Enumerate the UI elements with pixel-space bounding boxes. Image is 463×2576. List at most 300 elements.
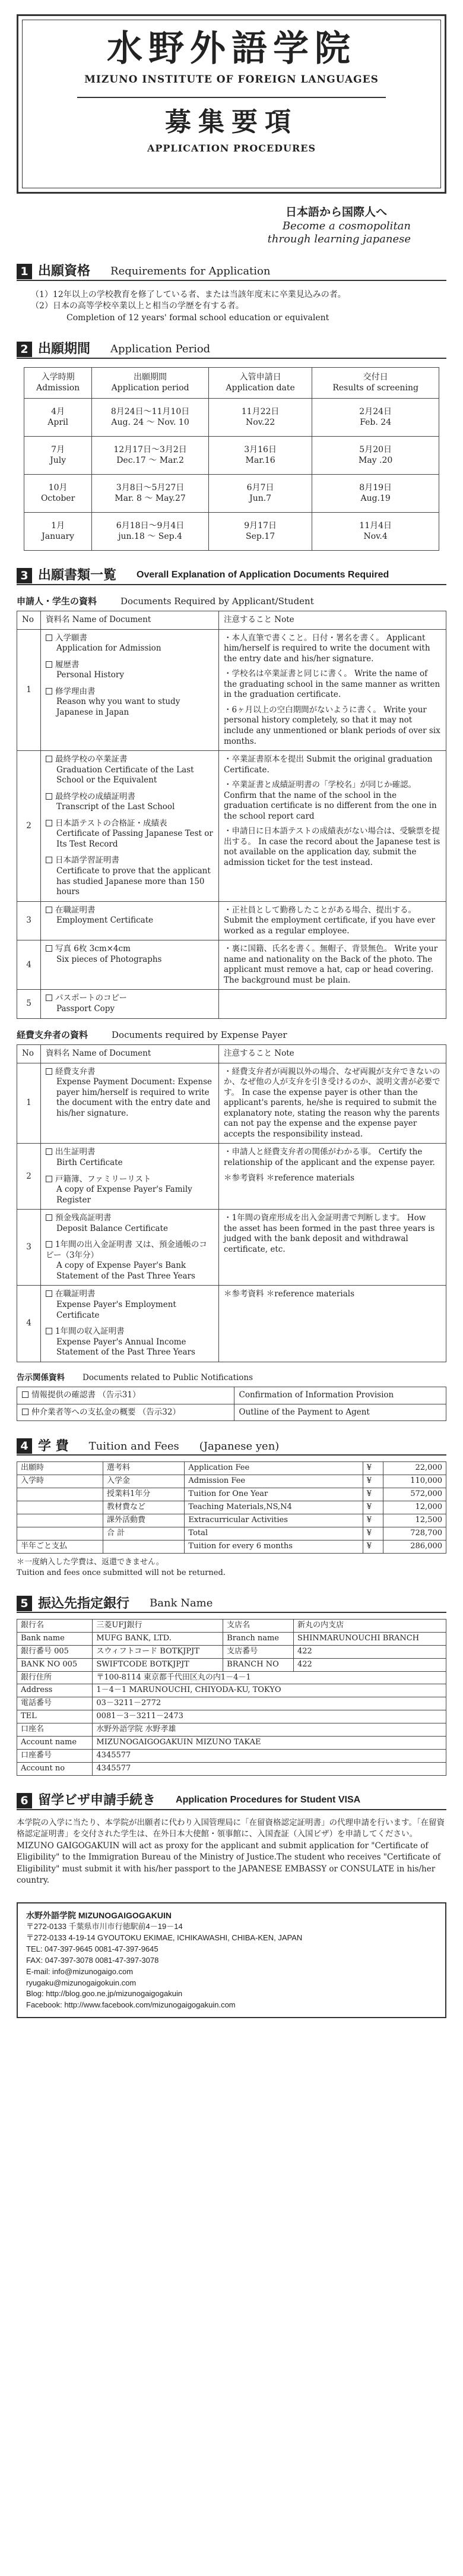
checkbox[interactable] (46, 820, 52, 826)
doc-name-cell (41, 990, 219, 1018)
bank-row (17, 1658, 446, 1671)
footer-address-jp: 〒272-0133 千葉県市川市行徳駅前4－19－14 (26, 1922, 183, 1931)
doc-item-en: Employment Certificate (56, 916, 154, 926)
checkbox[interactable] (46, 1241, 52, 1248)
period-cell-en: Nov.4 (363, 532, 388, 542)
fee-table (17, 1461, 446, 1553)
checkbox[interactable] (46, 945, 52, 952)
section-visa (17, 1792, 446, 1887)
checkbox[interactable] (22, 1391, 28, 1398)
fee-note-jp: ＊一度納入した学費は、返還できません。 (17, 1557, 164, 1567)
period-row (24, 474, 439, 512)
doc-item-en: Birth Certificate (56, 1157, 123, 1167)
applicant-docs-title (17, 596, 446, 608)
fee-cell-c: Admission Fee (185, 1475, 363, 1488)
checkbox[interactable] (46, 756, 52, 762)
doc-item (46, 1067, 214, 1119)
fee-cell-d: ¥ (363, 1527, 383, 1540)
doc-item-en: Deposit Balance Certificate (56, 1223, 168, 1233)
doc-item-en: Passport Copy (56, 1003, 115, 1014)
doc-item-en: Certificate to prove that the applicant has studied Japanese more than 150 hours (56, 866, 211, 897)
period-cell (92, 512, 209, 550)
doc-item-line (46, 1240, 214, 1261)
doc-note: ・経費支弁者が両親以外の場合、なぜ両親が支弁できないのか、なぜ他の人が支弁を引き受けるのか、説明文書が必要です。 In case the expense payer is other than the applicant's parents, he/she is required to submit the explanatory note, stating the reason why the parents can not pay the expense and the expense payer accepts the responsibility instead. (224, 1066, 440, 1139)
fee-cell-a: 半年ごと支払 (17, 1540, 103, 1553)
period-cell-en: Aug. 24 ～ Nov. 10 (111, 418, 189, 428)
footer-facebook-link[interactable]: Facebook: http://www.facebook.com/mizunogaigogakuin.com (26, 2000, 236, 2010)
checkbox[interactable] (46, 1148, 52, 1155)
period-cell (92, 474, 209, 512)
period-header-row (24, 367, 439, 398)
period-cell-en: Mar. 8 ～ May.27 (115, 494, 186, 504)
notice-item-jp: 仲介業者等への支払金の概要 （告示32） (31, 1407, 180, 1417)
doc-item-jp: 預金残高証明書 (55, 1213, 112, 1223)
doc-item (46, 1213, 214, 1234)
fee-cell-b: 課外活動費 (103, 1514, 184, 1527)
doc-item-jp: 日本語学習証明書 (55, 855, 119, 866)
header-en: Results of screening (332, 383, 418, 393)
notice-table (17, 1387, 446, 1421)
header-jp: 交付日 (363, 372, 388, 382)
notice-title-jp: 告示関係資料 (17, 1372, 65, 1382)
doc-note: ・1年間の資産形成を出入金証明書で判断します。 How the asset has been formed in the past three years is judged with the bank deposit and withdrawal certificate, etc. (224, 1213, 435, 1254)
fee-cell-e: 22,000 (383, 1462, 446, 1475)
doc-item (46, 1289, 214, 1321)
checkbox[interactable] (46, 857, 52, 863)
doc-item-jp: 経費支弁書 (55, 1066, 96, 1077)
bank-cell: BANK NO 005 (17, 1658, 93, 1671)
doc-item (46, 993, 214, 1014)
doc-item-line (46, 944, 214, 955)
doc-item (46, 755, 214, 786)
period-cell (312, 512, 439, 550)
fee-cell-a (17, 1527, 103, 1540)
sponsor-title-jp: 経費支弁者の資料 (17, 1029, 88, 1040)
bank-row (17, 1632, 446, 1645)
bank-row (17, 1671, 446, 1684)
doc-note: ・本人直筆で書くこと。日付・署名を書く。 Applicant him/herself is required to write the document with the entry date and his/her signature. (224, 633, 430, 664)
doc-item-line (46, 792, 214, 803)
bank-cell: 支店番号 (223, 1645, 294, 1658)
doc-name-cell (41, 751, 219, 902)
section-header (17, 1438, 446, 1456)
period-cell-jp: 11月22日 (241, 406, 280, 416)
doc-name-cell (41, 940, 219, 990)
checkbox[interactable] (22, 1409, 28, 1415)
period-cell-en: Feb. 24 (360, 418, 392, 428)
period-cell-jp: 6月18日～9月4日 (116, 520, 185, 531)
bank-row (17, 1684, 446, 1697)
checkbox[interactable] (46, 995, 52, 1001)
fee-cell-a (17, 1501, 103, 1514)
doc-title-en: APPLICATION PROCEDURES (147, 143, 316, 154)
bank-body (17, 1619, 446, 1775)
applicant-body (17, 629, 446, 1018)
doc-item-line (46, 1067, 214, 1078)
section-bank (17, 1595, 446, 1776)
fee-row (17, 1462, 446, 1475)
doc-note: ・学校名は卒業証書と同じに書く。 Write the name of the graduating school in the same manner as written in the graduation certificate. (224, 669, 440, 700)
doc-note-cell (219, 629, 446, 750)
period-cell (92, 398, 209, 436)
section-header (17, 567, 446, 585)
bank-row (17, 1736, 446, 1749)
doc-item (46, 1327, 214, 1358)
doc-note-cell (219, 1286, 446, 1362)
fee-cell-c: Teaching Materials,NS,N4 (185, 1501, 363, 1514)
doc-no: 2 (17, 1144, 41, 1210)
doc-item-line (46, 1147, 214, 1158)
doc-note-cell (219, 901, 446, 940)
bank-value: 03－3211－2772 (93, 1697, 446, 1710)
period-cell (208, 512, 312, 550)
period-cell-jp: 10月 (48, 482, 68, 493)
doc-row (17, 1286, 446, 1362)
fee-body (17, 1462, 446, 1553)
school-name-jp: 水野外語学院 (107, 28, 356, 70)
period-row (24, 512, 439, 550)
fee-row (17, 1488, 446, 1501)
doc-item-line (46, 687, 214, 697)
applicant-title-jp: 申請人・学生の資料 (17, 595, 97, 607)
fee-row (17, 1527, 446, 1540)
period-row (24, 398, 439, 436)
period-cell (208, 436, 312, 474)
applicant-title-en: Documents Required by Applicant/Student (120, 595, 314, 607)
doc-note-cell (219, 940, 446, 990)
notice-title-en: Documents related to Public Notifications (83, 1372, 253, 1382)
bank-cell: Bank name (17, 1632, 93, 1645)
period-cell (24, 398, 92, 436)
doc-name-cell (41, 901, 219, 940)
doc-item (46, 792, 214, 813)
header-jp: 出願期間 (134, 372, 167, 382)
doc-item-jp: 入学願書 (55, 633, 87, 643)
section-title-en: Application Procedures for Student VISA (176, 1795, 361, 1805)
period-cell (24, 436, 92, 474)
doc-note: ・申請日に日本語テストの成績表がない場合は、受験票を提出する。 In case the record about the Japanese test is not available on the application day, submit the admission ticket for the test instead. (224, 826, 440, 867)
period-header-cell (208, 367, 312, 398)
header-box (17, 14, 446, 194)
bank-label: Account name (17, 1736, 93, 1749)
doc-item-jp: 在職証明書 (55, 1289, 96, 1299)
slogan-en-1: Become a cosmopolitan (282, 219, 411, 232)
section-number: 6 (17, 1793, 32, 1808)
period-cell-jp: 12月17日～3月2日 (113, 444, 187, 454)
doc-item-jp: 最終学校の成績証明書 (55, 791, 135, 801)
fee-cell-d: ¥ (363, 1514, 383, 1527)
fee-cell-e: 286,000 (383, 1540, 446, 1553)
doc-note: ・6ヶ月以上の空白期間がないように書く。 Write your personal history completely, so that it may not include any unmentioned or blank periods of over six months. (224, 705, 440, 746)
visa-text-jp: 本学院の入学に当たり、本学院が出願者に代わり入国管理局に「在留資格認定証明書」の代理申請を行います。「在留資格認定証明書」を交付された学生は、在外日本大使館・領事館に、入国査証（入国ビザ）を申請してください。 (17, 1817, 445, 1839)
doc-item-line (46, 633, 214, 644)
period-cell-en: April (47, 418, 68, 428)
fee-cell-c: Application Fee (185, 1462, 363, 1475)
checkbox[interactable] (46, 907, 52, 913)
doc-item (46, 855, 214, 897)
bank-label: 口座名 (17, 1723, 93, 1737)
period-cell (24, 474, 92, 512)
period-cell-jp: 4月 (51, 406, 65, 416)
doc-row (17, 629, 446, 750)
checkbox[interactable] (46, 1176, 52, 1182)
checkbox[interactable] (46, 634, 52, 641)
period-cell-jp: 6月7日 (246, 482, 274, 493)
period-cell-en: jun.18 ～ Sep.4 (118, 532, 182, 542)
fee-cell-c: Tuition for One Year (185, 1488, 363, 1501)
period-cell-jp: 8月24日～11月10日 (110, 406, 190, 416)
doc-note: ＊参考資料 ＊reference materials (224, 1289, 355, 1299)
section-title-en: Overall Explanation of Application Documents Required (137, 570, 389, 580)
doc-item-line (46, 1289, 214, 1300)
doc-name-cell (41, 1286, 219, 1362)
period-cell-en: Dec.17 ～ Mar.2 (116, 456, 184, 466)
period-row (24, 436, 439, 474)
bank-value: 水野外語学院 水野孝雄 (93, 1723, 446, 1737)
fee-cell-d: ¥ (363, 1540, 383, 1553)
header-en: Application date (226, 383, 295, 393)
doc-item-jp: 最終学校の卒業証書 (55, 755, 128, 765)
fee-cell-c: Tuition for every 6 months (185, 1540, 363, 1553)
footer-fax: FAX: 047-397-3078 0081-47-397-3078 (26, 1955, 159, 1965)
slogan-en-2: through learning japanese (267, 233, 411, 246)
bank-value: 4345577 (93, 1749, 446, 1762)
doc-no: 1 (17, 629, 41, 750)
doc-row (17, 940, 446, 990)
section-number: 1 (17, 264, 32, 279)
fee-cell-b (103, 1540, 184, 1553)
section-title-jp: 出願資格 (38, 263, 91, 279)
section-title-jp: 学 費 (38, 1438, 69, 1454)
doc-note-cell (219, 990, 446, 1018)
fee-cell-a (17, 1514, 103, 1527)
visa-text (17, 1817, 446, 1887)
doc-item-en: A copy of Expense Payer's Bank Statement of the Past Three Years (56, 1261, 195, 1281)
requirements-list (31, 289, 446, 324)
bank-row (17, 1645, 446, 1658)
doc-note-cell (219, 1210, 446, 1286)
doc-item-en: Application for Admission (56, 643, 161, 654)
header-jp: 入学時期 (41, 372, 75, 382)
doc-note: ・申請人と経費支弁者の関係がわかる事。 Certify the relationship of the applicant and the expense payer. (224, 1147, 435, 1167)
doc-item-jp: 戸籍簿、ファミリーリスト (55, 1174, 151, 1184)
bank-label: 電話番号 (17, 1697, 93, 1710)
fee-cell-c: Extracurricular Activities (185, 1514, 363, 1527)
doc-name-cell (41, 629, 219, 750)
doc-note-cell (219, 1144, 446, 1210)
doc-item-line (46, 660, 214, 671)
doc-item (46, 687, 214, 718)
col-note: 注意すること Note (219, 1045, 446, 1063)
doc-item-jp: 出生証明書 (55, 1147, 96, 1157)
doc-item (46, 944, 214, 965)
doc-item-en: Certificate of Passing Japanese Test or Its Test Record (56, 829, 213, 849)
period-header-cell (24, 367, 92, 398)
footer-blog-link[interactable]: Blog: http://blog.goo.ne.jp/mizunogaigogakuin (26, 1989, 183, 1999)
bank-label: 口座番号 (17, 1749, 93, 1762)
doc-item-jp: 日本語テストの合格証・成績表 (55, 818, 167, 828)
period-cell-jp: 5月20日 (359, 444, 392, 454)
doc-item-en: Expense Payment Document: Expense payer him/herself is required to write the document with the entry date and his/her signature. (56, 1077, 213, 1118)
checkbox[interactable] (46, 661, 52, 668)
doc-note: ・卒業証書と成績証明書の「学校名」が同じか確認。 Confirm that the name of the school in the graduation certificate is no different from the one in the school report card (224, 780, 437, 821)
fee-cell-d: ¥ (363, 1488, 383, 1501)
bank-row (17, 1723, 446, 1737)
bank-cell: SHINMARUNOUCHI BRANCH (293, 1632, 446, 1645)
period-cell-jp: 9月17日 (244, 520, 277, 531)
section-number: 2 (17, 342, 32, 357)
notice-section (17, 1373, 446, 1422)
doc-no: 4 (17, 1286, 41, 1362)
sponsor-body (17, 1063, 446, 1362)
doc-item-line (46, 755, 214, 765)
slogan-jp: 日本語から国際人へ (285, 206, 387, 219)
checkbox[interactable] (46, 688, 52, 694)
doc-item-line (46, 855, 214, 866)
bank-cell: 422 (293, 1645, 446, 1658)
doc-item-line (46, 819, 214, 829)
fee-cell-a: 入学時 (17, 1475, 103, 1488)
fee-note (17, 1557, 446, 1579)
doc-header-row (17, 1045, 446, 1063)
bank-row (17, 1710, 446, 1723)
bank-cell: Branch name (223, 1632, 294, 1645)
fee-cell-e: 12,500 (383, 1514, 446, 1527)
bank-cell: 銀行名 (17, 1619, 93, 1632)
header-inner-frame (22, 20, 441, 188)
school-name-en: MIZUNO INSTITUTE OF FOREIGN LANGUAGES (84, 74, 379, 86)
fee-cell-e: 110,000 (383, 1475, 446, 1488)
doc-item-line (46, 905, 214, 916)
bank-cell: 三菱UFJ銀行 (93, 1619, 223, 1632)
doc-item (46, 1240, 214, 1281)
bank-value: 4345577 (93, 1762, 446, 1775)
bank-cell: SWIFTCODE BOTKJPJT (93, 1658, 223, 1671)
footer-contact (17, 1902, 446, 2018)
doc-item-jp: 修学理由書 (55, 686, 96, 696)
notice-cell-en: Confirmation of Information Provision (234, 1387, 446, 1404)
period-cell-en: October (40, 494, 75, 504)
doc-header-row (17, 611, 446, 630)
section-title-jp: 出願書類一覧 (38, 567, 117, 583)
doc-note-cell (219, 1063, 446, 1144)
section-application-period (17, 341, 446, 551)
period-cell (208, 398, 312, 436)
section-documents (17, 567, 446, 1422)
footer-email-2[interactable]: ryugaku@mizunogaigokuin.com (26, 1978, 137, 1987)
doc-item-en: Personal History (56, 670, 124, 680)
checkbox[interactable] (46, 793, 52, 800)
bank-cell: 新丸の内支店 (293, 1619, 446, 1632)
bank-label: Address (17, 1684, 93, 1697)
doc-item-jp: 1年間の出入金証明書 又は、預金通帳のコピー（3年分） (46, 1240, 207, 1260)
section-title-jp: 振込先指定銀行 (38, 1595, 130, 1611)
doc-note: ＊参考資料 ＊reference materials (224, 1173, 355, 1183)
period-cell-en: July (50, 456, 66, 466)
slogan (17, 206, 446, 247)
doc-note: ・正社員として勤務したことがある場合、提出する。 Submit the employment certificate, if you have ever worked as a regular employee. (224, 905, 435, 936)
section-number: 3 (17, 568, 32, 583)
fee-cell-c: Total (185, 1527, 363, 1540)
doc-no: 3 (17, 901, 41, 940)
period-cell-en: May .20 (359, 456, 393, 466)
doc-row (17, 1144, 446, 1210)
doc-name-cell (41, 1210, 219, 1286)
section-number: 5 (17, 1596, 32, 1611)
checkbox[interactable] (46, 1214, 52, 1221)
period-header-cell (312, 367, 439, 398)
checkbox[interactable] (46, 1068, 52, 1075)
doc-item-jp: 1年間の収入証明書 (55, 1327, 125, 1337)
visa-text-en: MIZUNO GAIGOGAKUIN will act as proxy for the applicant and submit application for "Certificate of Eligibility" to the Immigration Bureau of the Ministry of Justice.The student who receives "Certificate of Eligibility" must submit it with his/her passport to the JAPANESE EMBASSY or CONSULATE in his/her country. (17, 1841, 440, 1886)
fee-cell-d: ¥ (363, 1501, 383, 1514)
doc-item-line (46, 1213, 214, 1224)
doc-name-cell (41, 1144, 219, 1210)
sponsor-docs-table (17, 1044, 446, 1362)
doc-item-jp: パスポートのコピー (55, 993, 127, 1003)
notice-title (17, 1373, 446, 1384)
period-cell (24, 512, 92, 550)
section-header (17, 1595, 446, 1613)
doc-item-line (46, 1327, 214, 1337)
applicant-docs-table (17, 611, 446, 1019)
doc-no: 3 (17, 1210, 41, 1286)
header-jp: 入管申請日 (239, 372, 281, 382)
section-requirements (17, 263, 446, 324)
doc-no: 4 (17, 940, 41, 990)
doc-item-jp: 履歴書 (55, 659, 80, 670)
footer-tel: TEL: 047-397-9645 0081-47-397-9645 (26, 1944, 158, 1953)
checkbox[interactable] (46, 1290, 52, 1297)
doc-item (46, 633, 214, 654)
fee-cell-d: ¥ (363, 1462, 383, 1475)
doc-row (17, 751, 446, 902)
period-cell-jp: 7月 (51, 444, 65, 454)
footer-email[interactable]: E-mail: info@mizunogaigo.com (26, 1966, 134, 1976)
period-cell (312, 436, 439, 474)
period-body (24, 398, 439, 550)
bank-label: 銀行住所 (17, 1671, 93, 1684)
checkbox[interactable] (46, 1328, 52, 1334)
doc-name-cell (41, 1063, 219, 1144)
section-header (17, 1792, 446, 1810)
period-cell-en: Nov.22 (245, 418, 275, 428)
period-cell-en: Mar.16 (245, 456, 275, 466)
fee-cell-b: 入学金 (103, 1475, 184, 1488)
doc-note: ・裏に国籍、氏名を書く。無帽子、背景無色。 Write your name and nationality on the Back of the photo. The applicant must remove a hat, cap or head covering. The background must be plain. (224, 944, 438, 985)
doc-row (17, 1063, 446, 1144)
bank-row (17, 1762, 446, 1775)
doc-item-en: Expense Payer's Employment Certificate (56, 1299, 176, 1320)
col-no: No (17, 1045, 41, 1063)
section-header (17, 263, 446, 281)
sponsor-docs-title (17, 1030, 446, 1041)
period-table (24, 367, 439, 551)
fee-row (17, 1540, 446, 1553)
period-cell-jp: 1月 (51, 520, 65, 531)
doc-item-line (46, 1175, 214, 1185)
doc-item-jp: 在職証明書 (55, 905, 96, 915)
col-note: 注意すること Note (219, 611, 446, 630)
doc-no: 1 (17, 1063, 41, 1144)
bank-row (17, 1749, 446, 1762)
period-cell (208, 474, 312, 512)
header-en: Admission (36, 383, 80, 393)
fee-cell-e: 12,000 (383, 1501, 446, 1514)
doc-row (17, 1210, 446, 1286)
period-cell-jp: 8月19日 (359, 482, 392, 493)
fee-cell-e: 572,000 (383, 1488, 446, 1501)
